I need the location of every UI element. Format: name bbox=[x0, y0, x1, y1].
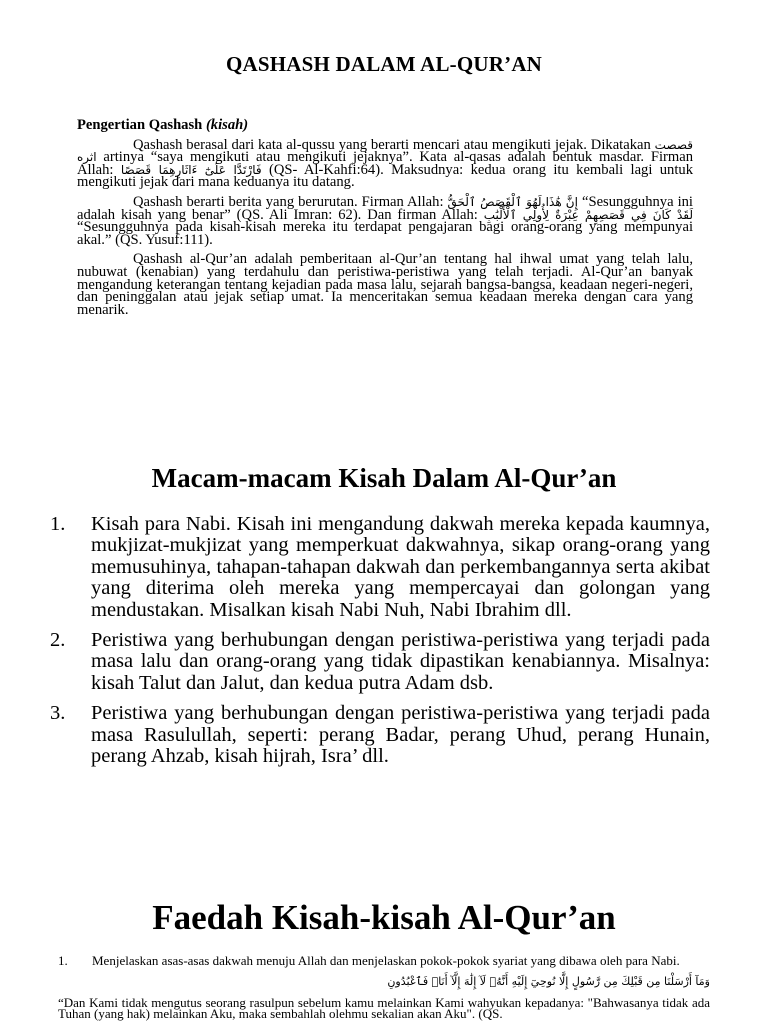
list-number: 3. bbox=[50, 702, 66, 725]
list-item-text: Kisah para Nabi. Kisah ini mengandung dakwah mereka kepada kaumnya, mukjizat-mukjizat yang memperkuat dakwahnya, sikap orang-orang yang memusuhinya, tahapan-tahapan dakwah dan perkembangannya serta akibat yang diterima oleh mereka yang mempercayai dan golongan yang mendustakan. Misalkan kisah Nabi Nuh, Nabi Ibrahim dll. bbox=[91, 513, 710, 621]
section-heading bbox=[77, 119, 693, 132]
text-run: artinya “saya mengikuti atau mengikuti jejaknya”. Kata al-qasas adalah bentuk masdar. Firman Allah: bbox=[77, 149, 693, 178]
paragraph-1 bbox=[77, 136, 694, 191]
section-heading-faedah: Faedah Kisah-kisah Al-Qur’an bbox=[152, 898, 616, 937]
heading-italic-text: (kisah) bbox=[205, 117, 249, 133]
text-run: Qashash berarti berita yang berurutan. Firman Allah: bbox=[133, 193, 444, 210]
list-item bbox=[50, 703, 710, 767]
arabic-verse: إِنَّ هَٰذَا لَهُوَ ٱلْقَصَصُ ٱلْحَقُّ bbox=[447, 194, 578, 209]
arabic-verse: فَارْتَدَّا عَلَىٰٓ ءَاثَارِهِمَا قَصَصًا bbox=[120, 162, 262, 177]
list-item bbox=[50, 514, 710, 621]
section-pengertian bbox=[77, 119, 693, 323]
text-run: “Sesungguhnya pada kisah-kisah mereka itu terdapat pengajaran bagi orang-orang yang mempunyai akal.” (QS. Yusuf:111). bbox=[77, 219, 693, 248]
heading-text: Pengertian Qashash bbox=[77, 117, 203, 133]
section-heading-macam: Macam-macam Kisah Dalam Al-Qur’an bbox=[151, 463, 617, 493]
arabic-verse: وَمَآ أَرْسَلْنَا مِن قَبْلِكَ مِن رَّسُولٍ إِلَّا نُوحِيٓ إِلَيْهِ أَنَّهُۥ لَآ إِلَٰهَ إِلَّآ أَنَا۠ فَٱعْبُدُونِ bbox=[387, 974, 710, 988]
arabic-phrase: قصصت اثره bbox=[77, 137, 694, 165]
text-run: (QS- Al-Kahfi:64). Maksudnya: kedua orang itu kembali lagi untuk mengikuti jejak dari mana keduanya itu datang. bbox=[77, 161, 693, 191]
list-number: 1. bbox=[58, 953, 68, 968]
document-title: QASHASH DALAM AL-QUR’AN bbox=[225, 52, 543, 76]
section-faedah bbox=[58, 955, 710, 1020]
kisah-types-list bbox=[50, 514, 710, 776]
list-number: 2. bbox=[50, 629, 66, 652]
list-item bbox=[58, 955, 710, 967]
paragraph-3: Qashash al-Qur’an adalah pemberitaan al-Qur’an tentang hal ihwal umat yang telah lalu, nubuwat (kenabian) yang terdahulu dan peristiwa-peristiwa yang telah terjadi. Al-Qur’an banyak mengandung keterangan tentang kejadian pada masa lalu, sejarah bangsa-bangsa, keadaan negeri-negeri, dan peninggalan atau jejak setiap umat. Ia menceritakan semua keadaan mereka dengan cara yang menarik. bbox=[77, 251, 693, 318]
paragraph-2 bbox=[77, 193, 693, 248]
verse-translation: “Dan Kami tidak mengutus seorang rasulpun sebelum kamu melainkan Kami wahyukan kepadanya: "Bahwasanya tidak ada Tuhan (yang hak) melainkan Aku, maka sembahlah olehmu sekalian akan Aku". (QS. bbox=[58, 994, 710, 1021]
text-run: Qashash berasal dari kata al-qussu yang berarti mencari atau mengikuti jejak. Dikatakan bbox=[133, 136, 651, 153]
text-run: “Sesungguhnya ini adalah kisah yang benar” (QS. Ali Imran: 62). Dan firman Allah: bbox=[77, 193, 693, 223]
list-item-text: Menjelaskan asas-asas dakwah menuju Allah dan menjelaskan pokok-pokok syariat yang dibawa oleh para Nabi. bbox=[92, 953, 680, 968]
list-item bbox=[50, 630, 710, 694]
list-number: 1. bbox=[50, 513, 66, 535]
list-item-text: Peristiwa yang berhubungan dengan peristiwa-peristiwa yang terjadi pada masa lalu dan orang-orang yang tidak dipastikan kenabiannya. Misalnya: kisah Talut dan Jalut, dan kedua putra Adam dsb. bbox=[91, 629, 710, 694]
arabic-verse: لَقَدْ كَانَ فِي قَصَصِهِمْ عِبْرَةٌ لِأُولِي ٱلْأَلْبَٰبِ bbox=[483, 207, 693, 222]
list-item-text: Peristiwa yang berhubungan dengan peristiwa-peristiwa yang terjadi pada masa Rasulullah, seperti: perang Badar, perang Uhud, perang Hunain, perang Ahzab, kisah hijrah, Isra’ dll. bbox=[91, 702, 710, 768]
